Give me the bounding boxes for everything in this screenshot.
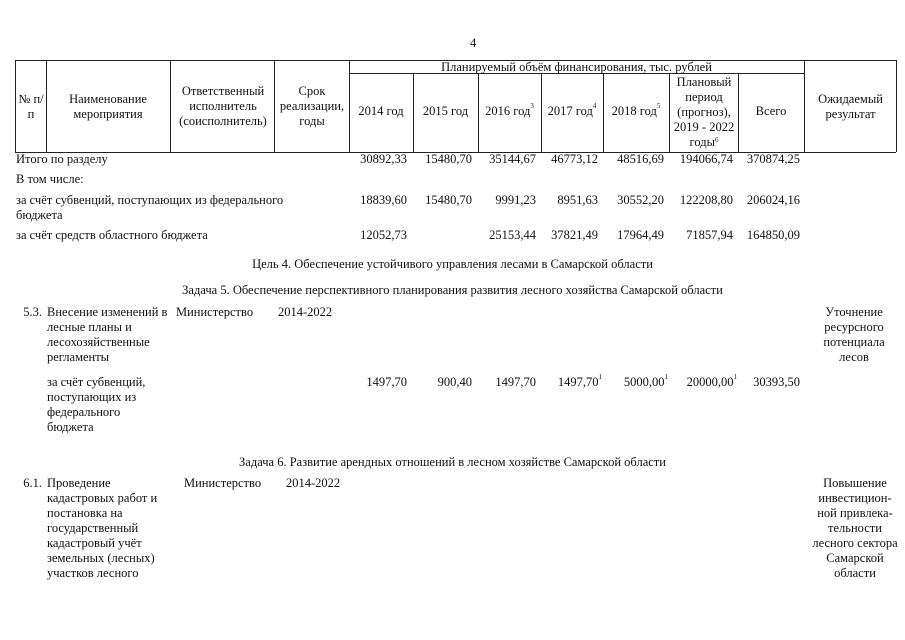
value-plan-period: 122208,80 bbox=[679, 193, 733, 207]
item-name: Внесение изменений в лесные планы и лесохозяйственные регламенты bbox=[47, 305, 168, 364]
value-2016: 35144,67 bbox=[489, 152, 536, 166]
value-total: 370874,25 bbox=[746, 152, 800, 166]
item-num: 5.3. bbox=[23, 305, 42, 319]
value-total: 206024,16 bbox=[746, 193, 800, 207]
row-label: за счёт субвенций, поступающих из федерального бюджета bbox=[16, 193, 284, 222]
header-financing-title: Планируемый объём финансирования, тыс. рублей bbox=[441, 60, 712, 74]
header-result: Ожидаемый результат bbox=[818, 92, 883, 121]
item-executor: Министерство bbox=[176, 305, 254, 319]
item-name: Проведение кадастровых работ и постановка на государственный кадастровый учёт земельных (лесных) участков лесного bbox=[47, 476, 158, 580]
goal-4-heading: Цель 4. Обеспечение устойчивого управления лесами в Самарской области bbox=[252, 257, 653, 271]
item-term: 2014-2022 bbox=[286, 476, 341, 490]
value-2015: 15480,70 bbox=[425, 152, 472, 166]
header-year-2014: 2014 год bbox=[358, 104, 404, 118]
row-label: за счёт средств областного бюджета bbox=[16, 228, 208, 242]
value-2014: 30892,33 bbox=[360, 152, 407, 166]
value-2016: 9991,23 bbox=[495, 193, 536, 207]
value-plan-period: 20000,00$^1$ bbox=[686, 373, 737, 389]
value-total: 30393,50 bbox=[753, 375, 800, 389]
value-2018: 30552,20 bbox=[617, 193, 664, 207]
item-sub-label: за счёт субвенций, поступающих из федерального бюджета bbox=[47, 375, 146, 434]
value-2017: 8951,63 bbox=[557, 193, 598, 207]
header-num: № п/п bbox=[18, 92, 44, 121]
value-2015: 900,40 bbox=[437, 375, 472, 389]
header-term: Срок реализации, годы bbox=[279, 84, 345, 128]
col-divider bbox=[46, 60, 47, 152]
value-2014: 12052,73 bbox=[360, 228, 407, 242]
value-2014: 1497,70 bbox=[366, 375, 407, 389]
value-2016: 25153,44 bbox=[489, 228, 536, 242]
item-result: Повышение инвестицион-ной привлека-тельности лесного сектора Самарской области bbox=[812, 476, 898, 580]
header-name: Наименование мероприятия bbox=[69, 92, 147, 121]
value-2018: 5000,00$^1$ bbox=[623, 373, 668, 389]
header-plan-period: Плановый период (прогноз), 2019 - 2022 годы$^6$ bbox=[673, 75, 735, 149]
col-divider bbox=[896, 60, 897, 152]
value-plan-period: 71857,94 bbox=[686, 228, 733, 242]
value-2017: 37821,49 bbox=[551, 228, 598, 242]
value-2017: 1497,70$^1$ bbox=[557, 373, 602, 389]
page-number: 4 bbox=[470, 36, 477, 50]
header-executor: Ответственный исполнитель (соисполнитель) bbox=[179, 84, 267, 128]
item-num: 6.1. bbox=[23, 476, 42, 490]
item-term: 2014-2022 bbox=[278, 305, 333, 319]
value-plan-period: 194066,74 bbox=[679, 152, 733, 166]
item-executor: Министерство bbox=[184, 476, 262, 490]
col-divider bbox=[170, 60, 171, 152]
header-year-2016: 2016 год$^3$ bbox=[485, 102, 534, 118]
header-year-2015: 2015 год bbox=[422, 104, 469, 118]
row-label: Итого по разделу bbox=[16, 152, 108, 166]
header-year-2017: 2017 год$^4$ bbox=[547, 102, 597, 118]
value-2016: 1497,70 bbox=[495, 375, 536, 389]
task-5-heading: Задача 5. Обеспечение перспективного планирования развития лесного хозяйства Самарской области bbox=[182, 283, 723, 297]
header-year-2018: 2018 год$^5$ bbox=[611, 102, 661, 118]
header-total: Всего bbox=[755, 104, 787, 118]
value-total: 164850,09 bbox=[746, 228, 800, 242]
item-result: Уточнение ресурсного потенциала лесов bbox=[823, 305, 885, 364]
value-2017: 46773,12 bbox=[551, 152, 598, 166]
value-2018: 48516,69 bbox=[617, 152, 664, 166]
task-6-heading: Задача 6. Развитие арендных отношений в лесном хозяйстве Самарской области bbox=[239, 455, 666, 469]
value-2018: 17964,49 bbox=[617, 228, 664, 242]
value-2015: 15480,70 bbox=[425, 193, 472, 207]
value-2014: 18839,60 bbox=[360, 193, 407, 207]
row-label-including: В том числе: bbox=[16, 172, 84, 186]
